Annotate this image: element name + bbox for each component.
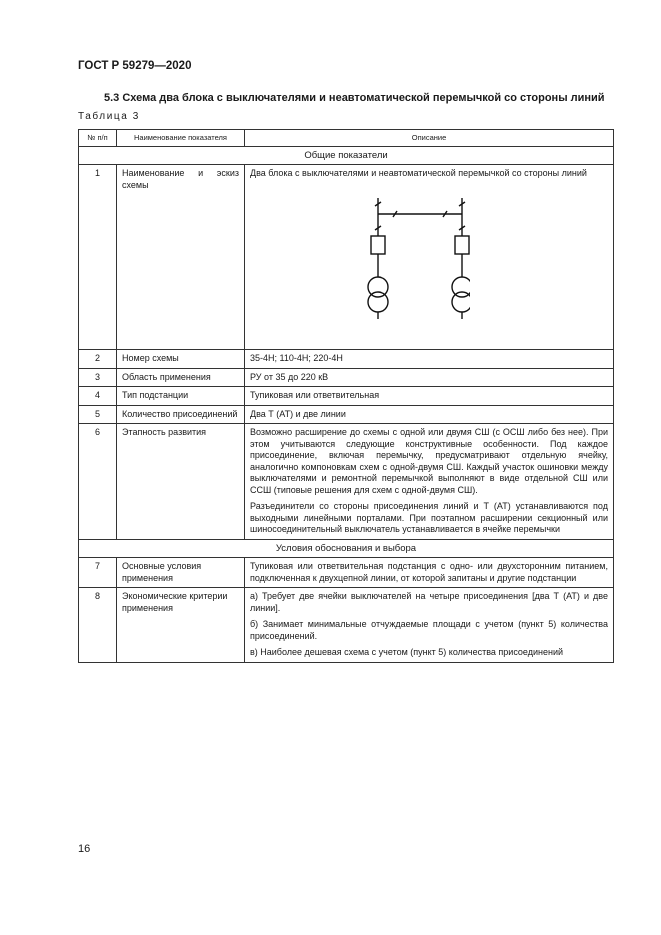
row-indicator: Этапность развития <box>117 424 245 540</box>
row-indicator: Наименование и эскиз схемы <box>117 165 245 350</box>
section-row <box>79 539 614 558</box>
row-indicator: Экономические критерии применения <box>117 588 245 663</box>
table-header-row <box>79 130 614 147</box>
row-indicator: Область применения <box>117 368 245 387</box>
table-row <box>79 387 614 406</box>
table-row <box>79 350 614 369</box>
table-row <box>79 558 614 588</box>
row-number: 8 <box>79 588 117 663</box>
description-paragraph: Разъединители со стороны присоединения линий и Т (АТ) устанавливаются под выходными линейными порталами. При поэтапном расширении секционный или шиносоединительный выключатель устанавливается в ячейке перемычки <box>250 501 608 534</box>
section-row <box>79 146 614 165</box>
row-description: Тупиковая или ответвительная <box>245 387 614 406</box>
column-header-description: Описание <box>245 130 614 147</box>
table-row <box>79 588 614 663</box>
row-indicator: Основные условия применения <box>117 558 245 588</box>
row-number: 6 <box>79 424 117 540</box>
page-number: 16 <box>78 843 91 855</box>
column-header-indicator: Наименование показателя <box>117 130 245 147</box>
table-row <box>79 368 614 387</box>
section-title: 5.3 Схема два блока с выключателями и неавтоматической перемычкой со стороны линий <box>104 92 605 104</box>
row-description <box>245 165 614 350</box>
column-header-number: № п/п <box>79 130 117 147</box>
table-row <box>79 424 614 540</box>
row-description <box>245 424 614 540</box>
section-conditions: Условия обоснования и выбора <box>79 539 614 558</box>
scheme-sketch <box>350 192 470 320</box>
row-description: РУ от 35 до 220 кВ <box>245 368 614 387</box>
criterion-c: в) Наиболее дешевая схема с учетом (пункт 5) количества присоединений <box>250 647 564 657</box>
row-description-text: Два блока с выключателями и неавтоматической перемычкой со стороны линий <box>250 168 587 178</box>
scheme-table <box>78 129 614 663</box>
criterion-a: а) Требует две ячейки выключателей на четыре присоединения [два Т (АТ) и две линии]. <box>250 591 608 613</box>
table-label: Таблица 3 <box>78 111 140 122</box>
section-general: Общие показатели <box>79 146 614 165</box>
table-row <box>79 165 614 350</box>
row-description: 35-4Н; 110-4Н; 220-4Н <box>245 350 614 369</box>
row-number: 7 <box>79 558 117 588</box>
row-description <box>245 588 614 663</box>
row-number: 2 <box>79 350 117 369</box>
row-number: 5 <box>79 405 117 424</box>
criterion-b: б) Занимает минимальные отчуждаемые площади с учетом (пункт 5) количества присоединений. <box>250 619 608 641</box>
row-number: 3 <box>79 368 117 387</box>
description-paragraph: Возможно расширение до схемы с одной или двумя СШ (с ОСШ либо без нее). При этом учитываются следующие конструктивные особенности. Под каждое присоединение, включая перемычку, предусматривают отдельную ячейку, аналогично компоновкам схем с одной-двумя СШ. Каждый участок ошиновки между выключателями и ремонтной перемычкой выполняют в виде отдельной СШ или ССШ (типовые решения для схем с одной-двумя СШ). <box>250 427 608 495</box>
table-row <box>79 405 614 424</box>
row-number: 4 <box>79 387 117 406</box>
row-description: Два Т (АТ) и две линии <box>245 405 614 424</box>
row-indicator: Количество присоединений <box>117 405 245 424</box>
row-indicator: Тип подстанции <box>117 387 245 406</box>
document-header: ГОСТ Р 59279—2020 <box>78 60 192 72</box>
row-indicator: Номер схемы <box>117 350 245 369</box>
row-number: 1 <box>79 165 117 350</box>
row-description: Тупиковая или ответвительная подстанция с одно- или двухсторонним питанием, подключенная к двухцепной линии, от которой запитаны и другие подстанции <box>245 558 614 588</box>
